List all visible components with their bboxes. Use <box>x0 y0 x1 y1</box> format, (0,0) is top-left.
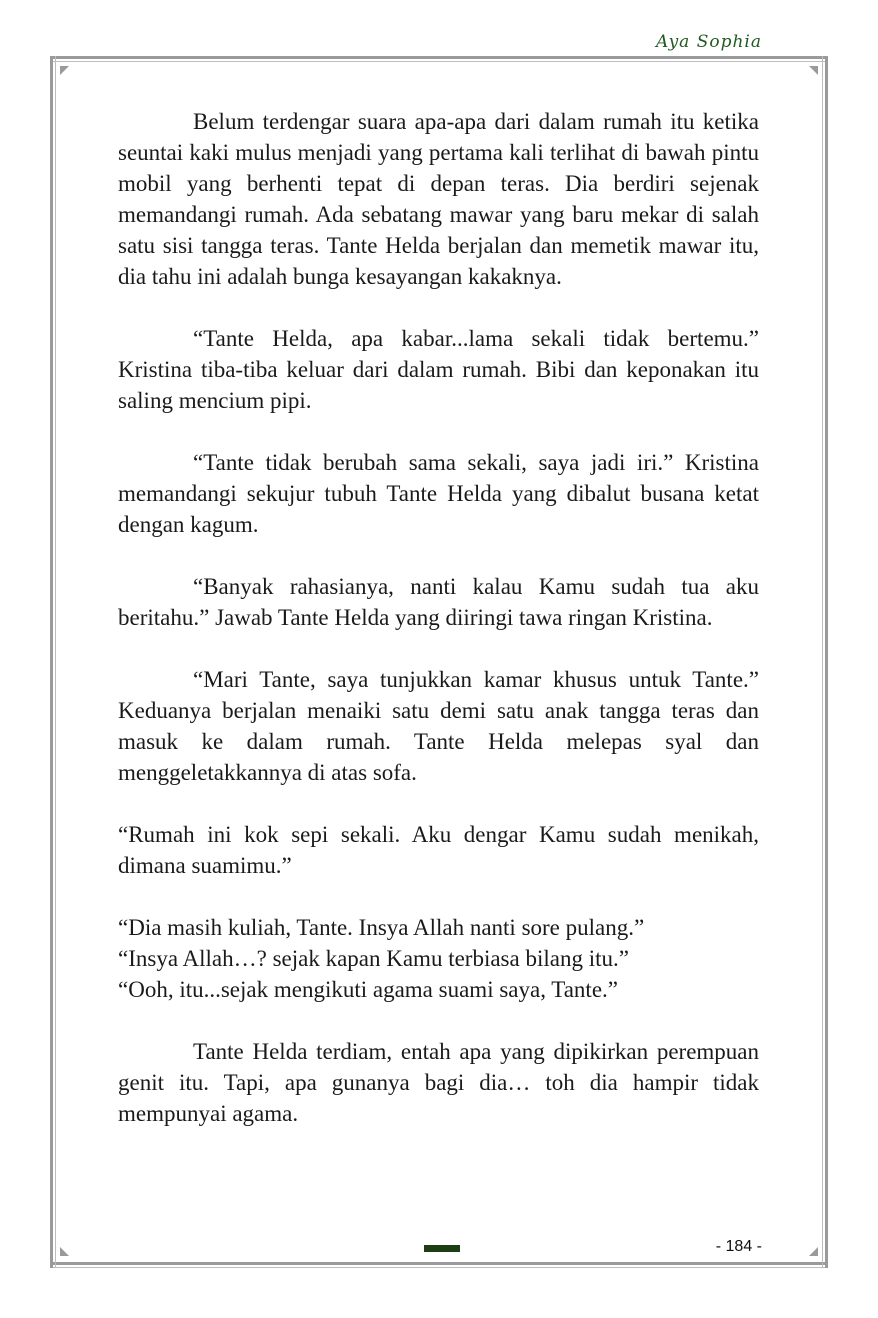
paragraph: “Tante tidak berubah sama sekali, saya jadi iri.” Kristina memandangi sekujur tubuh Tante Helda yang dibalut busana ketat dengan kagum. <box>118 450 759 537</box>
page-border-right <box>825 56 828 1268</box>
dialogue-line: “Dia masih kuliah, Tante. Insya Allah nanti sore pulang.” <box>118 915 645 940</box>
paragraph: “Tante Helda, apa kabar...lama sekali tidak bertemu.” Kristina tiba-tiba keluar dari dalam rumah. Bibi dan keponakan itu saling mencium pipi. <box>118 326 759 413</box>
paragraph: “Mari Tante, saya tunjukkan kamar khusus untuk Tante.” Keduanya berjalan menaiki satu demi satu anak tangga teras dan masuk ke dalam rumah. Tante Helda melepas syal dan menggeletakkannya di atas sofa. <box>118 667 759 785</box>
corner-ornament-top-right <box>809 66 818 75</box>
page-border-top <box>50 56 828 59</box>
paragraph: “Banyak rahasianya, nanti kalau Kamu sudah tua aku beritahu.” Jawab Tante Helda yang diiringi tawa ringan Kristina. <box>118 574 759 630</box>
body-text <box>118 106 759 1129</box>
page-border-bottom <box>50 1262 828 1265</box>
corner-ornament-top-left <box>60 66 69 75</box>
page-border-left-inner <box>55 56 56 1268</box>
corner-ornament-bottom-right <box>809 1247 818 1256</box>
page-border-right-inner <box>822 56 823 1268</box>
running-header-title: Aya Sophia <box>655 32 762 52</box>
corner-ornament-bottom-left <box>60 1247 69 1256</box>
page-border-left <box>50 56 53 1268</box>
paragraph: Belum terdengar suara apa-apa dari dalam rumah itu ketika seuntai kaki mulus menjadi yang pertama kali terlihat di bawah pintu mobil yang berhenti tepat di depan teras. Dia berdiri sejenak memandangi rumah. Ada sebatang mawar yang baru mekar di salah satu sisi tangga teras. Tante Helda berjalan dan memetik mawar itu, dia tahu ini adalah bunga kesayangan kakaknya. <box>118 109 759 289</box>
page-number: - 184 - <box>715 1238 762 1255</box>
dialogue-line: “Ooh, itu...sejak mengikuti agama suami saya, Tante.” <box>118 977 618 1002</box>
page-border-top-inner <box>50 61 828 62</box>
footer-ornament-bar <box>424 1245 460 1252</box>
dialogue-line: “Insya Allah…? sejak kapan Kamu terbiasa bilang itu.” <box>118 946 629 971</box>
paragraph: Tante Helda terdiam, entah apa yang dipikirkan perempuan genit itu. Tapi, apa gunanya bagi dia… toh dia hampir tidak mempunyai agama. <box>118 1039 759 1126</box>
page-border-bottom-inner <box>50 1267 828 1268</box>
paragraph: “Rumah ini kok sepi sekali. Aku dengar Kamu sudah menikah, dimana suamimu.” <box>118 822 759 878</box>
